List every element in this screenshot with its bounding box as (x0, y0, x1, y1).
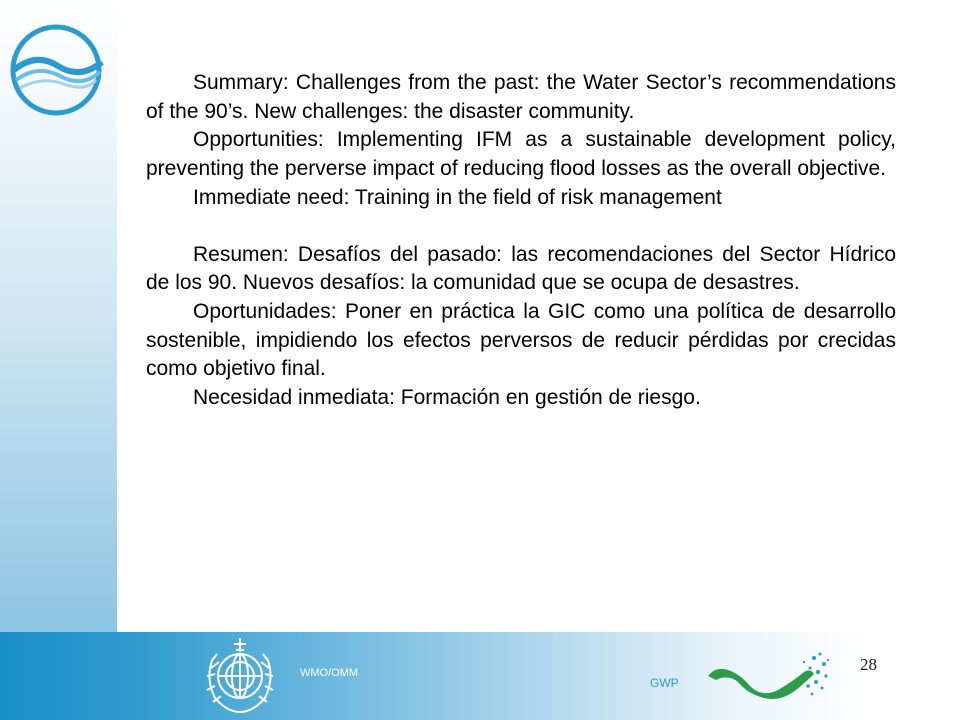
paragraph-need-en: Immediate need: Training in the field of risk management (193, 185, 722, 209)
gwp-logo-icon (706, 646, 834, 702)
paragraph-opportunities-en: Opportunities: Implementing IFM as a sustainable development policy, preventing the perverse impact of reducing flood losses as the overall objective. (146, 128, 896, 181)
gwp-label: GWP (650, 676, 679, 690)
paragraph-summary-es: Resumen: Desafíos del pasado: las recomendaciones del Sector Hídrico de los 90. Nuevos desafíos: la comunidad que se ocupa de desastres. (146, 242, 896, 295)
wmo-label: WMO/OMM (300, 667, 359, 679)
paragraph-summary-en: Summary: Challenges from the past: the Water Sector’s recommendations of the 90’s. New challenges: the disaster community. (146, 71, 896, 123)
water-wave-logo-icon (8, 22, 104, 118)
page-number: 28 (860, 655, 877, 674)
paragraph-spacer (146, 213, 896, 241)
paragraph-opportunities-es: Oportunidades: Poner en práctica la GIC como una política de desarrollo sostenible, impidiendo los efectos perversos de reducir pérdidas por crecidas como objetivo final. (146, 299, 896, 381)
slide-body (146, 69, 896, 413)
paragraph-need-es: Necesidad inmediata: Formación en gestión de riesgo. (193, 386, 701, 410)
wmo-emblem-icon (199, 632, 281, 718)
